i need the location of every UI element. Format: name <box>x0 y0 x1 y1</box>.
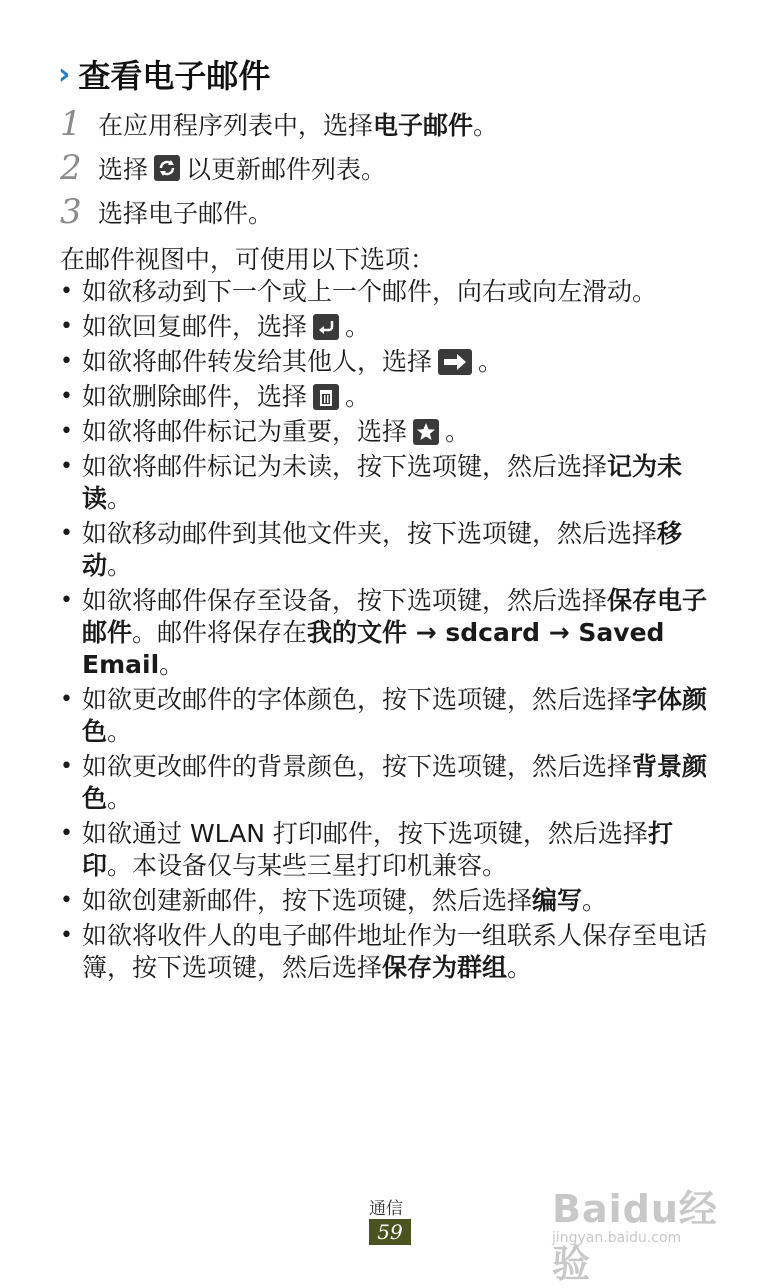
chevron-right-icon: › <box>58 56 71 92</box>
page-number: 59 <box>369 1219 411 1245</box>
list-item: • 如欲移动邮件到其他文件夹，按下选项键，然后选择移动。 <box>60 518 720 582</box>
forward-icon <box>438 349 472 375</box>
list-item: • 如欲回复邮件，选择 。 <box>60 311 720 343</box>
step-number: 3 <box>60 192 82 232</box>
intro-text: 在邮件视图中，可使用以下选项： <box>60 245 436 274</box>
list-item: • 如欲将邮件标记为重要，选择 。 <box>60 416 720 448</box>
watermark-brand: Baidu经验 <box>552 1187 718 1286</box>
step-number: 2 <box>60 148 82 188</box>
list-item: • 如欲创建新邮件，按下选项键，然后选择编写。 <box>60 885 720 917</box>
watermark-url: jingyan.baidu.com <box>552 1230 682 1246</box>
steps-list <box>60 102 740 234</box>
list-item: • 如欲移动到下一个或上一个邮件，向右或向左滑动。 <box>60 276 720 308</box>
step-1: 1 在应用程序列表中，选择 电子邮件 。 <box>60 104 499 144</box>
list-item: • 如欲将收件人的电子邮件地址作为一组联系人保存至电话簿，按下选项键，然后选择保存为群组。 <box>60 920 720 984</box>
footer-chapter-label: 通信 <box>369 1199 403 1219</box>
list-item: • 如欲删除邮件，选择 。 <box>60 381 720 413</box>
list-item: • 如欲将邮件保存至设备，按下选项键，然后选择保存电子邮件。邮件将保存在我的文件 → sdcard → Saved Email。 <box>60 585 720 681</box>
section-title <box>58 50 270 98</box>
list-item: • 如欲将邮件转发给其他人，选择 。 <box>60 346 720 378</box>
options-list <box>60 276 720 987</box>
reply-icon <box>313 314 339 340</box>
step-3: 3 选择电子邮件。 <box>60 192 274 232</box>
list-item: • 如欲更改邮件的字体颜色，按下选项键，然后选择字体颜色。 <box>60 684 720 748</box>
star-icon <box>413 419 439 445</box>
delete-icon <box>313 384 339 410</box>
step-2: 2 选择 以更新邮件列表。 <box>60 148 387 188</box>
step-number: 1 <box>60 104 82 144</box>
list-item: • 如欲通过 WLAN 打印邮件，按下选项键，然后选择打印。本设备仅与某些三星打印机兼容。 <box>60 818 720 882</box>
list-item: • 如欲将邮件标记为未读，按下选项键，然后选择记为未读。 <box>60 451 720 515</box>
list-item: • 如欲更改邮件的背景颜色，按下选项键，然后选择背景颜色。 <box>60 751 720 815</box>
watermark-logo <box>552 1170 752 1286</box>
section-title-text: 查看电子邮件 <box>78 57 271 95</box>
refresh-icon <box>154 155 180 181</box>
